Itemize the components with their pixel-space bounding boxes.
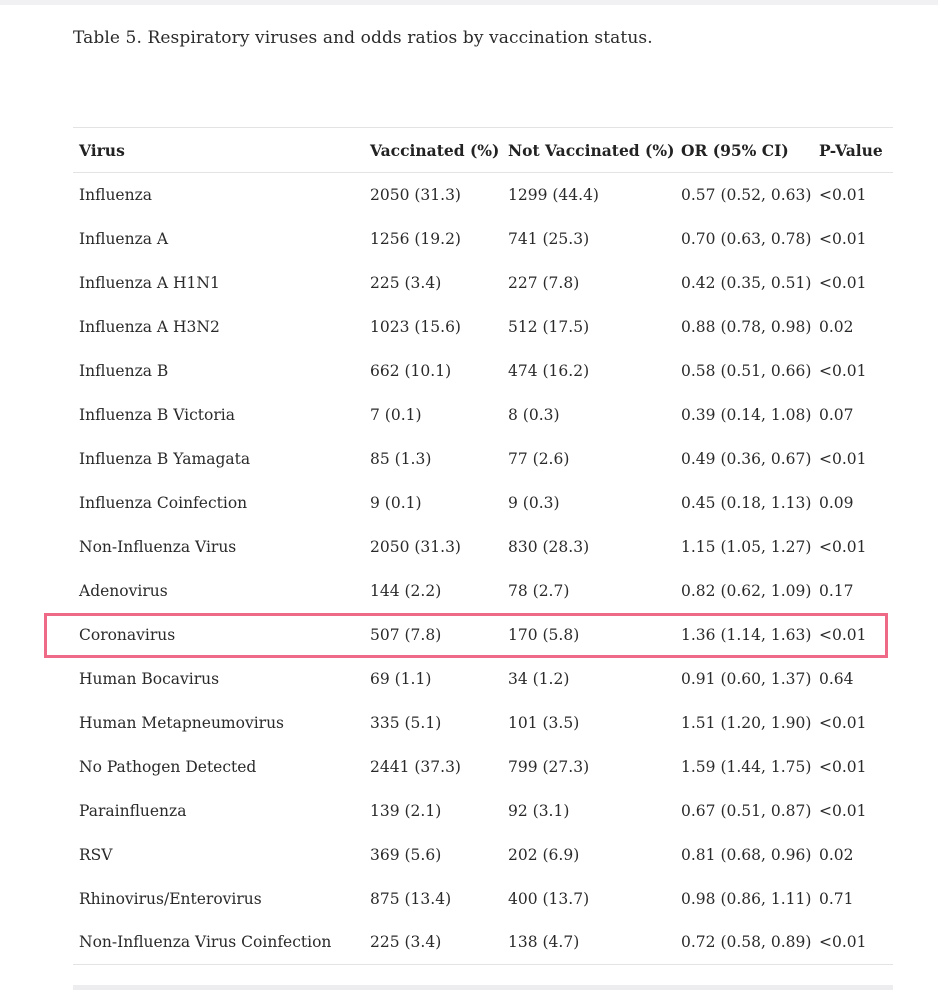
cell-virus: Influenza A H3N2 xyxy=(79,317,220,336)
cell-odds-ratio: 0.72 (0.58, 0.89) xyxy=(681,933,812,952)
cell-odds-ratio: 0.81 (0.68, 0.96) xyxy=(681,845,812,864)
cell-virus: Non-Influenza Virus Coinfection xyxy=(79,933,332,952)
cell-vaccinated: 335 (5.1) xyxy=(370,713,442,732)
table-row xyxy=(73,173,893,217)
cell-vaccinated: 85 (1.3) xyxy=(370,449,432,468)
cell-not-vaccinated: 34 (1.2) xyxy=(508,669,570,688)
table-row xyxy=(73,745,893,789)
cell-virus: Coronavirus xyxy=(79,625,176,644)
cell-virus: Influenza B xyxy=(79,361,169,380)
cell-odds-ratio: 0.88 (0.78, 0.98) xyxy=(681,317,812,336)
cell-vaccinated: 2441 (37.3) xyxy=(370,757,461,776)
table-row xyxy=(73,833,893,877)
cell-odds-ratio: 0.67 (0.51, 0.87) xyxy=(681,801,812,820)
cell-p-value: <0.01 xyxy=(819,273,867,292)
cell-vaccinated: 225 (3.4) xyxy=(370,933,442,952)
cell-p-value: <0.01 xyxy=(819,933,867,952)
cell-vaccinated: 144 (2.2) xyxy=(370,581,442,600)
cell-not-vaccinated: 101 (3.5) xyxy=(508,713,580,732)
cell-virus: RSV xyxy=(79,845,113,864)
cell-p-value: 0.17 xyxy=(819,581,854,600)
table-row xyxy=(73,261,893,305)
cell-odds-ratio: 0.58 (0.51, 0.66) xyxy=(681,361,812,380)
cell-not-vaccinated: 741 (25.3) xyxy=(508,229,590,248)
bottom-divider-strip xyxy=(73,985,893,990)
cell-virus: Rhinovirus/Enterovirus xyxy=(79,889,262,908)
virus-odds-table xyxy=(73,127,893,965)
cell-virus: Influenza Coinfection xyxy=(79,493,248,512)
cell-odds-ratio: 0.98 (0.86, 1.11) xyxy=(681,889,812,908)
cell-virus: Influenza B Yamagata xyxy=(79,449,251,468)
cell-vaccinated: 662 (10.1) xyxy=(370,361,452,380)
cell-vaccinated: 69 (1.1) xyxy=(370,669,432,688)
table-row xyxy=(73,877,893,921)
cell-p-value: 0.09 xyxy=(819,493,854,512)
table-row xyxy=(73,481,893,525)
cell-not-vaccinated: 9 (0.3) xyxy=(508,493,560,512)
cell-not-vaccinated: 78 (2.7) xyxy=(508,581,570,600)
cell-not-vaccinated: 830 (28.3) xyxy=(508,537,590,556)
cell-p-value: <0.01 xyxy=(819,801,867,820)
cell-p-value: 0.07 xyxy=(819,405,854,424)
cell-vaccinated: 9 (0.1) xyxy=(370,493,422,512)
header-odds-ratio: OR (95% CI) xyxy=(681,140,789,160)
cell-p-value: <0.01 xyxy=(819,449,867,468)
cell-p-value: <0.01 xyxy=(819,185,867,204)
cell-p-value: 0.64 xyxy=(819,669,854,688)
table-caption: Table 5. Respiratory viruses and odds ratios by vaccination status. xyxy=(73,28,653,48)
header-vaccinated: Vaccinated (%) xyxy=(370,140,500,160)
cell-not-vaccinated: 227 (7.8) xyxy=(508,273,580,292)
cell-virus: Adenovirus xyxy=(79,581,168,600)
cell-virus: Non-Influenza Virus xyxy=(79,537,237,556)
cell-p-value: 0.02 xyxy=(819,317,854,336)
table-header xyxy=(73,128,893,173)
cell-vaccinated: 507 (7.8) xyxy=(370,625,442,644)
table-row xyxy=(73,437,893,481)
table-row xyxy=(73,789,893,833)
cell-p-value: <0.01 xyxy=(819,537,867,556)
table-row xyxy=(73,525,893,569)
top-divider-strip xyxy=(0,0,938,5)
cell-p-value: <0.01 xyxy=(819,713,867,732)
cell-not-vaccinated: 474 (16.2) xyxy=(508,361,590,380)
cell-not-vaccinated: 138 (4.7) xyxy=(508,933,580,952)
cell-p-value: <0.01 xyxy=(819,229,867,248)
cell-not-vaccinated: 8 (0.3) xyxy=(508,405,560,424)
header-row xyxy=(73,128,893,173)
cell-vaccinated: 225 (3.4) xyxy=(370,273,442,292)
cell-not-vaccinated: 1299 (44.4) xyxy=(508,185,599,204)
cell-virus: Parainfluenza xyxy=(79,801,187,820)
cell-p-value: <0.01 xyxy=(819,757,867,776)
cell-vaccinated: 139 (2.1) xyxy=(370,801,442,820)
cell-virus: No Pathogen Detected xyxy=(79,757,257,776)
cell-not-vaccinated: 799 (27.3) xyxy=(508,757,590,776)
cell-not-vaccinated: 202 (6.9) xyxy=(508,845,580,864)
cell-vaccinated: 7 (0.1) xyxy=(370,405,422,424)
cell-vaccinated: 2050 (31.3) xyxy=(370,185,461,204)
table-row xyxy=(73,393,893,437)
cell-not-vaccinated: 170 (5.8) xyxy=(508,625,580,644)
cell-odds-ratio: 1.51 (1.20, 1.90) xyxy=(681,713,812,732)
cell-p-value: 0.71 xyxy=(819,889,854,908)
table-row xyxy=(73,701,893,745)
cell-virus: Human Bocavirus xyxy=(79,669,220,688)
header-p-value: P-Value xyxy=(819,140,883,160)
cell-p-value: <0.01 xyxy=(819,361,867,380)
cell-odds-ratio: 0.39 (0.14, 1.08) xyxy=(681,405,812,424)
table-row xyxy=(73,217,893,261)
cell-odds-ratio: 0.45 (0.18, 1.13) xyxy=(681,493,812,512)
header-virus: Virus xyxy=(79,140,125,160)
table-row xyxy=(73,569,893,613)
cell-odds-ratio: 0.42 (0.35, 0.51) xyxy=(681,273,812,292)
table-container xyxy=(73,127,893,965)
header-not-vaccinated: Not Vaccinated (%) xyxy=(508,140,675,160)
table-body xyxy=(73,173,893,965)
table-row xyxy=(73,657,893,701)
table-row-highlighted xyxy=(73,613,893,657)
cell-odds-ratio: 0.70 (0.63, 0.78) xyxy=(681,229,812,248)
cell-not-vaccinated: 77 (2.6) xyxy=(508,449,570,468)
cell-virus: Influenza A xyxy=(79,229,169,248)
cell-p-value: 0.02 xyxy=(819,845,854,864)
cell-virus: Influenza xyxy=(79,185,152,204)
cell-vaccinated: 369 (5.6) xyxy=(370,845,442,864)
cell-odds-ratio: 0.91 (0.60, 1.37) xyxy=(681,669,812,688)
cell-not-vaccinated: 92 (3.1) xyxy=(508,801,570,820)
cell-odds-ratio: 1.59 (1.44, 1.75) xyxy=(681,757,812,776)
cell-odds-ratio: 1.36 (1.14, 1.63) xyxy=(681,625,812,644)
cell-odds-ratio: 0.49 (0.36, 0.67) xyxy=(681,449,812,468)
cell-virus: Influenza B Victoria xyxy=(79,405,235,424)
cell-virus: Human Metapneumovirus xyxy=(79,713,285,732)
cell-vaccinated: 875 (13.4) xyxy=(370,889,452,908)
cell-odds-ratio: 1.15 (1.05, 1.27) xyxy=(681,537,812,556)
cell-not-vaccinated: 400 (13.7) xyxy=(508,889,590,908)
cell-odds-ratio: 0.57 (0.52, 0.63) xyxy=(681,185,812,204)
cell-vaccinated: 2050 (31.3) xyxy=(370,537,461,556)
cell-virus: Influenza A H1N1 xyxy=(79,273,220,292)
cell-p-value: <0.01 xyxy=(819,625,867,644)
cell-vaccinated: 1023 (15.6) xyxy=(370,317,461,336)
table-row xyxy=(73,349,893,393)
table-row xyxy=(73,305,893,349)
cell-vaccinated: 1256 (19.2) xyxy=(370,229,461,248)
cell-not-vaccinated: 512 (17.5) xyxy=(508,317,590,336)
table-row xyxy=(73,921,893,965)
cell-odds-ratio: 0.82 (0.62, 1.09) xyxy=(681,581,812,600)
